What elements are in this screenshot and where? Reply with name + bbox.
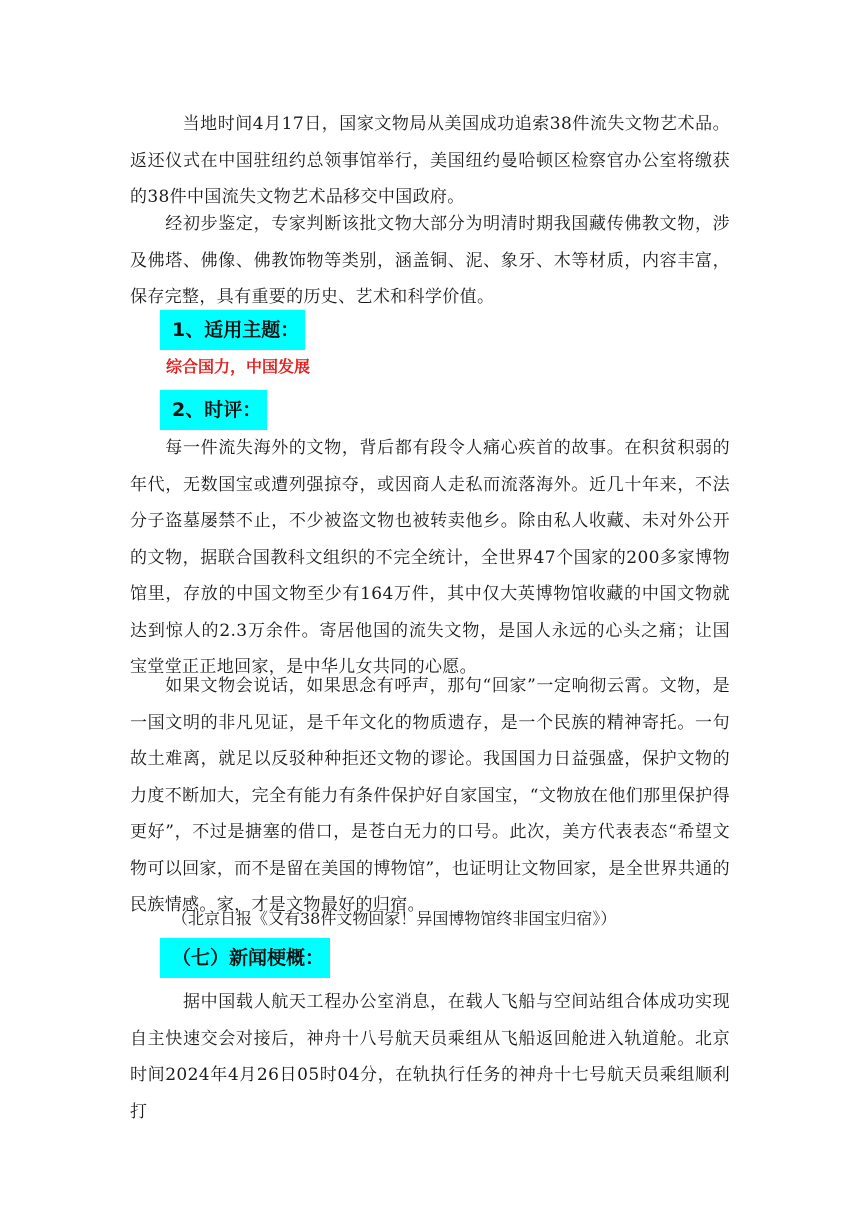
source-citation: （北京日报《又有38件文物回家！异国博物馆终非国宝归宿》） (172, 909, 617, 928)
theme-text: 综合国力，中国发展 (166, 357, 311, 376)
commentary-paragraph-1: 每一件流失海外的文物，背后都有段令人痛心疾首的故事。在积贫积弱的年代，无数国宝或遭列强掠夺，或因商人走私而流落海外。近几十年来，不法分子盗墓屡禁不止，不少被盗文物也被转卖他乡。除由私人收藏、未对外公开的文物，据联合国教科文组织的不完全统计，全世界47个国家的200多家博物馆里，存放的中国文物至少有164万件，其中仅大英博物馆收藏的中国文物就达到惊人的2.3万余件。寄居他国的流失文物，是国人永远的心头之痛；让国宝堂堂正正地回家，是中华儿女共同的心愿。 (130, 438, 730, 677)
news-paragraph-1: 当地时间4月17日，国家文物局从美国成功追索38件流失文物艺术品。返还仪式在中国驻纽约总领事馆举行，美国纽约曼哈顿区检察官办公室将缴获的38件中国流失文物艺术品移交中国政府。 (130, 114, 730, 207)
commentary-paragraph-2: 如果文物会说话，如果思念有呼声，那句“回家”一定响彻云霄。文物，是一国文明的非凡见证，是千年文化的物质遗存，是一个民族的精神寄托。一句故土难离，就足以反驳种种拒还文物的谬论。我国国力日益强盛，保护文物的力度不断加大，完全有能力有条件保护好自家国宝，“文物放在他们那里保护得更好”，不过是搪塞的借口，是苍白无力的口号。此次，美方代表表态“希望文物可以回家，而不是留在美国的博物馆”，也证明让文物回家，是全世界共通的民族情感。家，才是文物最好的归宿。 (130, 676, 730, 915)
news-summary-paragraph: 据中国载人航天工程办公室消息，在载人飞船与空间站组合体成功实现自主快速交会对接后，神舟十八号航天员乘组从飞船返回舱进入轨道舱。北京时间2024年4月26日05时04分，在轨执行任务的神舟十七号航天员乘组顺利打 (130, 992, 730, 1122)
section-heading-news-summary: （七）新闻梗概： (160, 938, 330, 978)
news-paragraph-2: 经初步鉴定，专家判断该批文物大部分为明清时期我国藏传佛教文物，涉及佛塔、佛像、佛教饰物等类别，涵盖铜、泥、象牙、木等材质，内容丰富，保存完整，具有重要的历史、艺术和科学价值。 (130, 214, 730, 307)
section-heading-commentary: 2、时评： (160, 390, 267, 430)
section-heading-applicable-theme: 1、适用主题： (160, 310, 305, 350)
